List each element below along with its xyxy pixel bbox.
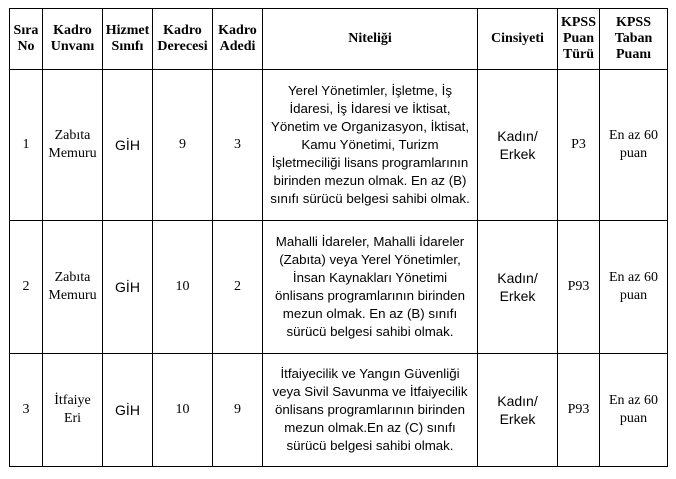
header-niteligi: Niteliği: [263, 9, 478, 70]
cell-kpss-taban-puani: En az 60 puan: [600, 221, 668, 354]
cell-niteligi: Mahalli İdareler, Mahalli İdareler (Zabıta) veya Yerel Yönetimler, İnsan Kaynakları Yönetimi önlisans programlarının birinden mezun olmak. En az (B) sınıfı sürücü belgesi sahibi olmak.: [263, 221, 478, 354]
cell-kadro-adedi: 2: [213, 221, 263, 354]
table-row: [10, 70, 668, 221]
cell-kpss-taban-puani: En az 60 puan: [600, 70, 668, 221]
cell-sira-no: 3: [10, 354, 43, 467]
cell-kadro-adedi: 9: [213, 354, 263, 467]
cell-cinsiyeti: Kadın/ Erkek: [478, 221, 558, 354]
cell-sira-no: 1: [10, 70, 43, 221]
header-kadro-adedi: Kadro Adedi: [213, 9, 263, 70]
cell-kpss-taban-puani: En az 60 puan: [600, 354, 668, 467]
cell-niteligi: Yerel Yönetimler, İşletme, İş İdaresi, İş İdaresi ve İktisat, Yönetim ve Organizasyon, İktisat, Kamu Yönetimi, Turizm İşletmeciliği lisans programlarının birinden mezun olmak. En az (B) sınıfı sürücü belgesi sahibi olmak.: [263, 70, 478, 221]
cell-hizmet-sinifi: GİH: [103, 221, 153, 354]
header-row: [10, 9, 668, 70]
header-kpss-taban-puani: KPSS Taban Puanı: [600, 9, 668, 70]
table-row: [10, 221, 668, 354]
header-cinsiyeti: Cinsiyeti: [478, 9, 558, 70]
cell-hizmet-sinifi: GİH: [103, 354, 153, 467]
cell-kpss-puan-turu: P93: [558, 221, 600, 354]
cell-kadro-derecesi: 10: [153, 221, 213, 354]
cell-niteligi: İtfaiyecilik ve Yangın Güvenliği veya Sivil Savunma ve İtfaiyecilik önlisans programlarının birinden mezun olmak.En az (C) sınıfı sürücü belgesi sahibi olmak.: [263, 354, 478, 467]
cell-kadro-adedi: 3: [213, 70, 263, 221]
cell-kadro-derecesi: 10: [153, 354, 213, 467]
cell-hizmet-sinifi: GİH: [103, 70, 153, 221]
header-sira-no: Sıra No: [10, 9, 43, 70]
cell-kadro-derecesi: 9: [153, 70, 213, 221]
kadro-table: [9, 8, 668, 467]
table-row: [10, 354, 668, 467]
cell-sira-no: 2: [10, 221, 43, 354]
cell-kadro-unvani: İtfaiye Eri: [43, 354, 103, 467]
header-kpss-puan-turu: KPSS Puan Türü: [558, 9, 600, 70]
cell-cinsiyeti: Kadın/ Erkek: [478, 354, 558, 467]
cell-kpss-puan-turu: P3: [558, 70, 600, 221]
cell-kpss-puan-turu: P93: [558, 354, 600, 467]
cell-kadro-unvani: Zabıta Memuru: [43, 70, 103, 221]
cell-cinsiyeti: Kadın/ Erkek: [478, 70, 558, 221]
header-hizmet-sinifi: Hizmet Sınıfı: [103, 9, 153, 70]
header-kadro-derecesi: Kadro Derecesi: [153, 9, 213, 70]
header-kadro-unvani: Kadro Unvanı: [43, 9, 103, 70]
cell-kadro-unvani: Zabıta Memuru: [43, 221, 103, 354]
